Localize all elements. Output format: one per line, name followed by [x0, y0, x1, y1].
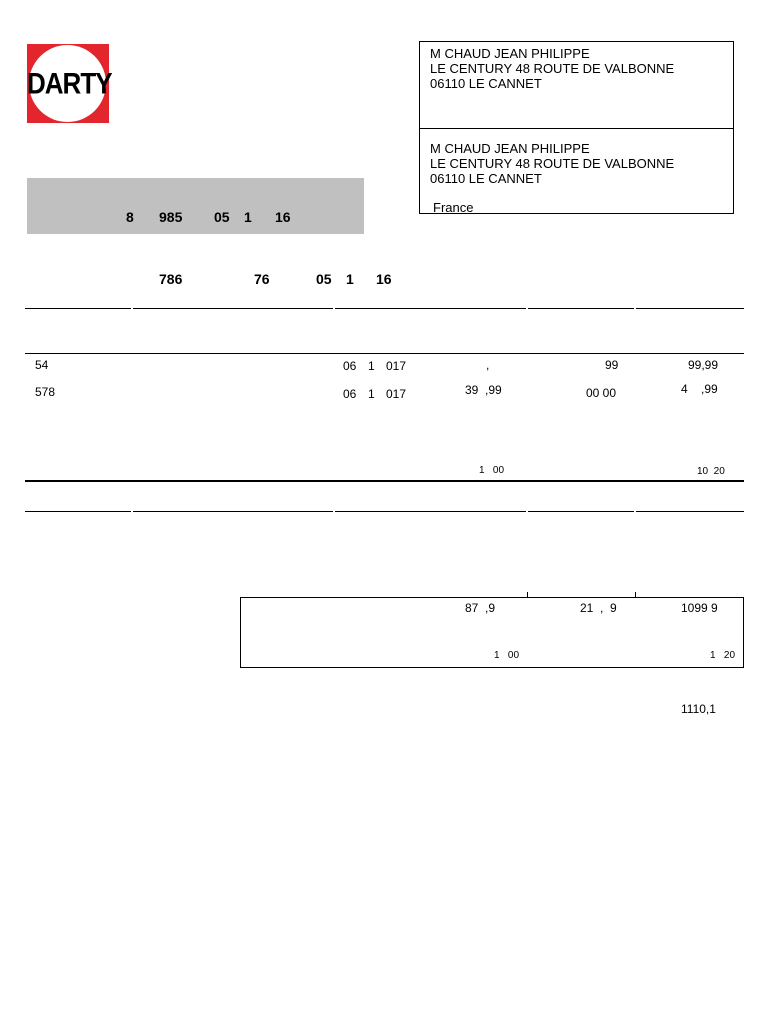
totals-rate-a: 1 00: [494, 650, 520, 661]
invoice-date-year: 16: [275, 209, 291, 225]
table-body-bottom-rule: [25, 480, 744, 482]
order-number: 786: [159, 271, 183, 287]
summary-header-rule: [133, 511, 333, 512]
item-2-qty: 00 00: [586, 386, 617, 400]
item-1-ref: 54: [35, 358, 49, 372]
total-tva: 21 , 9: [580, 601, 617, 615]
subtotal-rate-b: 10 20: [697, 466, 725, 477]
item-1-total: 99,99: [688, 358, 719, 372]
item-1-qty: 99: [605, 358, 619, 372]
invoice-number: 985: [159, 209, 183, 225]
invoice-header-band: [27, 178, 364, 234]
item-1-date-day: 06: [343, 359, 357, 373]
item-2-ref: 578: [35, 385, 56, 399]
summary-header-rule: [528, 511, 634, 512]
shipping-street: LE CENTURY 48 ROUTE DE VALBONNE: [430, 156, 675, 171]
billing-street: LE CENTURY 48 ROUTE DE VALBONNE: [430, 61, 675, 76]
item-1-unit-price: ,: [486, 358, 490, 372]
table-header-rule: [25, 308, 131, 309]
item-1-date-month: 1: [368, 359, 375, 373]
item-1-date-year: 017: [386, 359, 407, 373]
summary-header-rule: [335, 511, 526, 512]
shipping-city: 06110 LE CANNET: [430, 171, 542, 186]
logo-text: DARTY: [27, 65, 112, 101]
billing-city: 06110 LE CANNET: [430, 76, 542, 91]
address-divider: [419, 128, 734, 129]
subtotal-rate-a: 1 00: [479, 465, 505, 476]
order-date-year: 16: [376, 271, 392, 287]
shipping-country: France: [433, 200, 474, 215]
column-tick: [527, 592, 528, 597]
total-ttc: 1099 9: [681, 601, 718, 615]
invoice-date-day: 05: [214, 209, 230, 225]
grand-total: 1110,1: [681, 702, 716, 716]
shipping-name: M CHAUD JEAN PHILIPPE: [430, 141, 590, 156]
order-date-month: 1: [346, 271, 354, 287]
darty-logo: [27, 44, 112, 123]
invoice-field-a: 8: [126, 209, 134, 225]
shipping-address: [430, 141, 674, 186]
table-header-rule: [335, 308, 526, 309]
item-2-unit-price: 39 ,99: [465, 383, 502, 397]
item-2-date-year: 017: [386, 387, 407, 401]
total-ht: 87 ,9: [465, 601, 496, 615]
table-header-rule: [528, 308, 634, 309]
item-2-total: 4 ,99: [681, 382, 718, 396]
table-header-rule: [636, 308, 744, 309]
invoice-date-month: 1: [244, 209, 252, 225]
column-tick: [635, 592, 636, 597]
totals-rate-b: 1 20: [710, 650, 736, 661]
billing-address: [430, 46, 674, 91]
order-date-day: 05: [316, 271, 332, 287]
summary-header-rule: [636, 511, 744, 512]
summary-header-rule: [25, 511, 131, 512]
item-2-date-day: 06: [343, 387, 357, 401]
table-header-rule: [133, 308, 333, 309]
item-2-date-month: 1: [368, 387, 375, 401]
billing-name: M CHAUD JEAN PHILIPPE: [430, 46, 590, 61]
table-body-top-rule: [25, 353, 744, 354]
order-field-b: 76: [254, 271, 270, 287]
